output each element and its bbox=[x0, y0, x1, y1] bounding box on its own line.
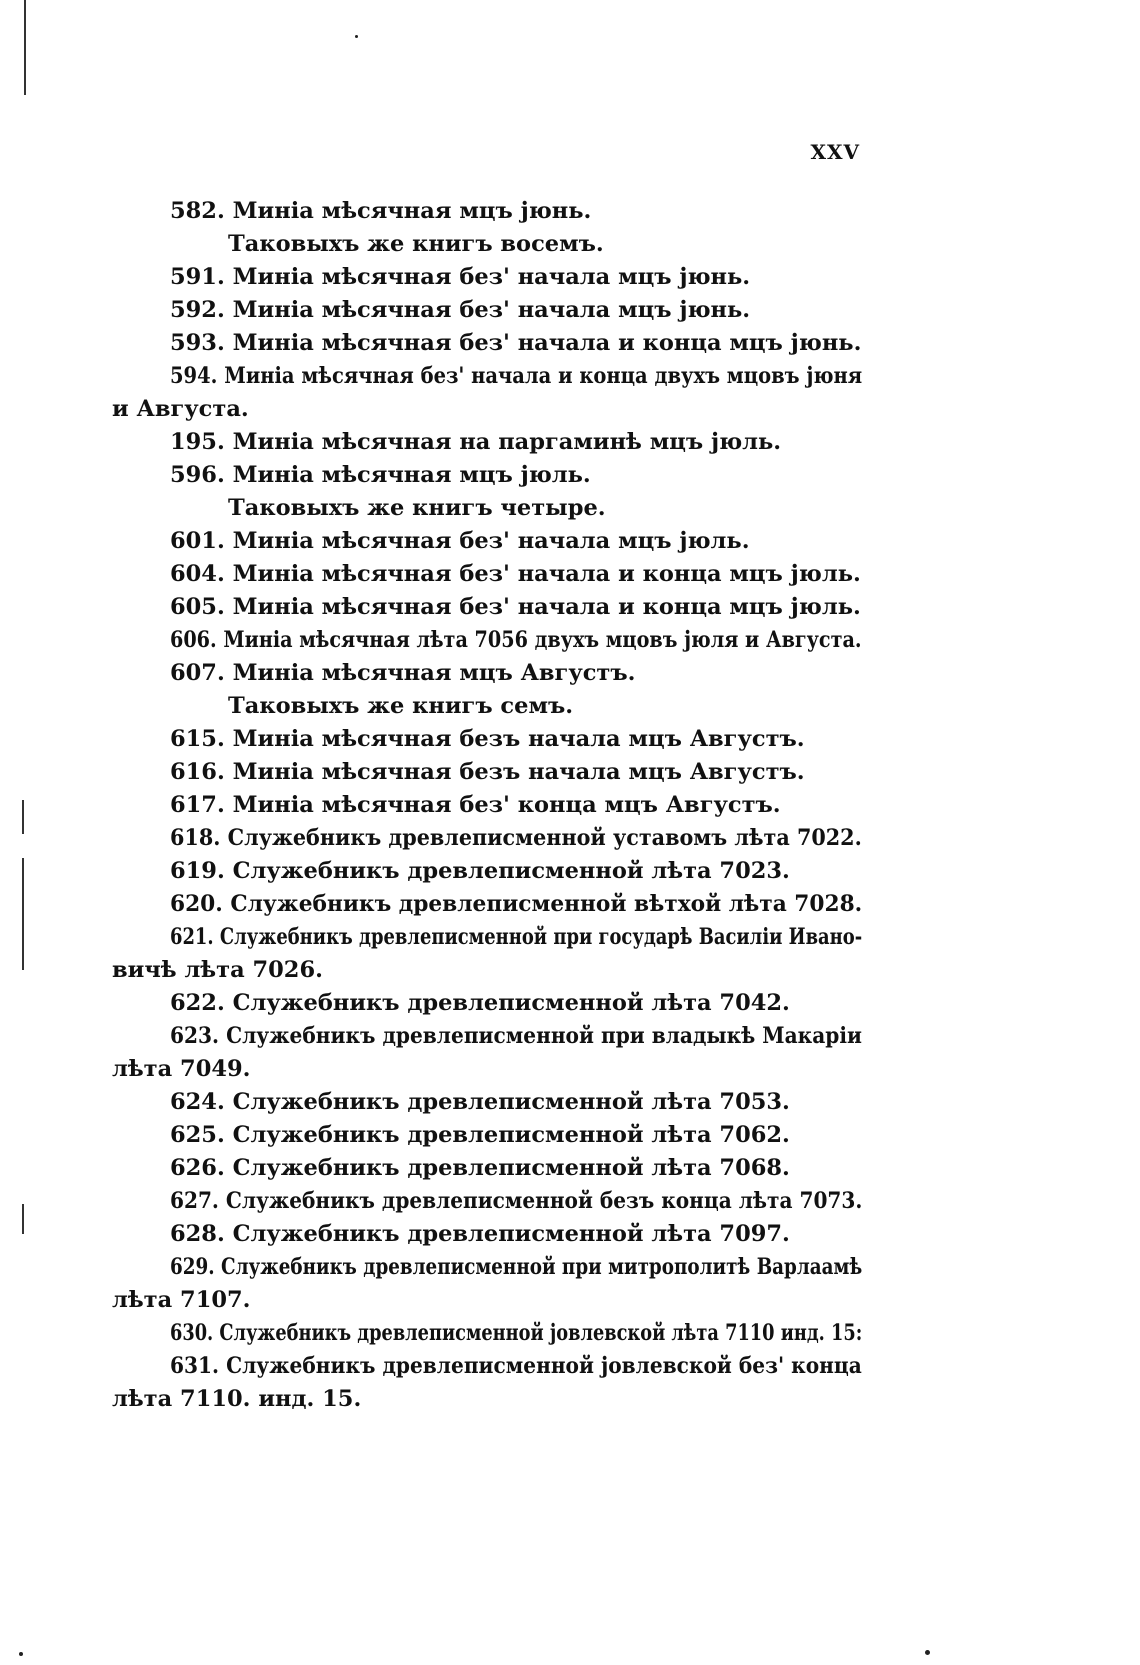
entry-line: 626. Служебникъ древлеписменной лѣта 7068. bbox=[170, 1155, 790, 1181]
scan-speck bbox=[19, 1652, 23, 1656]
entry-line: 631. Служебникъ древлеписменной јовлевской без' конца bbox=[170, 1353, 862, 1379]
entry-line: 605. Миніа мѣсячная без' начала и конца мцъ јюль. bbox=[170, 594, 861, 620]
entry-line: лѣта 7107. bbox=[112, 1287, 251, 1313]
entry-line: 621. Служебникъ древлеписменной при государѣ Василіи Ивано- bbox=[170, 924, 863, 950]
entry-line: вичѣ лѣта 7026. bbox=[112, 957, 323, 983]
entry-line: 596. Миніа мѣсячная мцъ јюль. bbox=[170, 462, 591, 488]
entry-line: 606. Миніа мѣсячная лѣта 7056 двухъ мцовъ јюля и Августа. bbox=[170, 627, 862, 653]
entry-line: 630. Служебникъ древлеписменной јовлевской лѣта 7110 инд. 15: bbox=[170, 1320, 863, 1346]
scan-speck bbox=[925, 1650, 930, 1655]
entry-line: лѣта 7049. bbox=[112, 1056, 251, 1082]
entry-line: 195. Миніа мѣсячная на паргаминѣ мцъ јюль. bbox=[170, 429, 782, 455]
entry-line: 625. Служебникъ древлеписменной лѣта 7062. bbox=[170, 1122, 790, 1148]
entry-line: 617. Миніа мѣсячная без' конца мцъ Августъ. bbox=[170, 792, 781, 818]
entry-line: 601. Миніа мѣсячная без' начала мцъ јюль. bbox=[170, 528, 750, 554]
entry-line: 618. Служебникъ древлеписменной уставомъ лѣта 7022. bbox=[170, 825, 862, 851]
entry-line: 593. Миніа мѣсячная без' начала и конца мцъ јюнь. bbox=[170, 330, 862, 356]
entry-line: 620. Служебникъ древлеписменной вѣтхой лѣта 7028. bbox=[170, 891, 863, 917]
entry-line: 591. Миніа мѣсячная без' начала мцъ јюнь. bbox=[170, 264, 751, 290]
entry-line: 623. Служебникъ древлеписменной при владыкѣ Макаріи bbox=[170, 1023, 862, 1049]
scan-edge-mark bbox=[24, 0, 26, 95]
entry-line: 615. Миніа мѣсячная безъ начала мцъ Августъ. bbox=[170, 726, 805, 752]
entry-line: 592. Миніа мѣсячная без' начала мцъ јюнь. bbox=[170, 297, 751, 323]
entry-line: 619. Служебникъ древлеписменной лѣта 7023. bbox=[170, 858, 790, 884]
entry-line: 604. Миніа мѣсячная без' начала и конца мцъ јюль. bbox=[170, 561, 861, 587]
entry-line: 607. Миніа мѣсячная мцъ Августъ. bbox=[170, 660, 636, 686]
scan-edge-mark bbox=[22, 858, 24, 970]
entry-line: 629. Служебникъ древлеписменной при митрополитѣ Варлаамѣ bbox=[170, 1254, 863, 1280]
entry-line: Таковыхъ же книгъ четыре. bbox=[228, 495, 606, 521]
entry-line: 582. Миніа мѣсячная мцъ јюнь. bbox=[170, 198, 592, 224]
entry-line: 627. Служебникъ древлеписменной безъ конца лѣта 7073. bbox=[170, 1188, 863, 1214]
entry-line: 622. Служебникъ древлеписменной лѣта 7042. bbox=[170, 990, 790, 1016]
scan-edge-mark bbox=[22, 800, 24, 834]
entry-line: Таковыхъ же книгъ восемъ. bbox=[228, 231, 604, 257]
scan-speck bbox=[355, 35, 358, 38]
entry-line: 616. Миніа мѣсячная безъ начала мцъ Августъ. bbox=[170, 759, 805, 785]
entry-line: Таковыхъ же книгъ семъ. bbox=[228, 693, 574, 719]
entry-line: 628. Служебникъ древлеписменной лѣта 7097. bbox=[170, 1221, 790, 1247]
page-number: XXV bbox=[810, 140, 860, 164]
scan-edge-mark bbox=[22, 1204, 24, 1234]
entry-line: 594. Миніа мѣсячная без' начала и конца двухъ мцовъ јюня bbox=[170, 363, 863, 389]
entry-line: лѣта 7110. инд. 15. bbox=[112, 1386, 362, 1412]
entry-line: и Августа. bbox=[112, 396, 249, 422]
entry-line: 624. Служебникъ древлеписменной лѣта 7053. bbox=[170, 1089, 790, 1115]
